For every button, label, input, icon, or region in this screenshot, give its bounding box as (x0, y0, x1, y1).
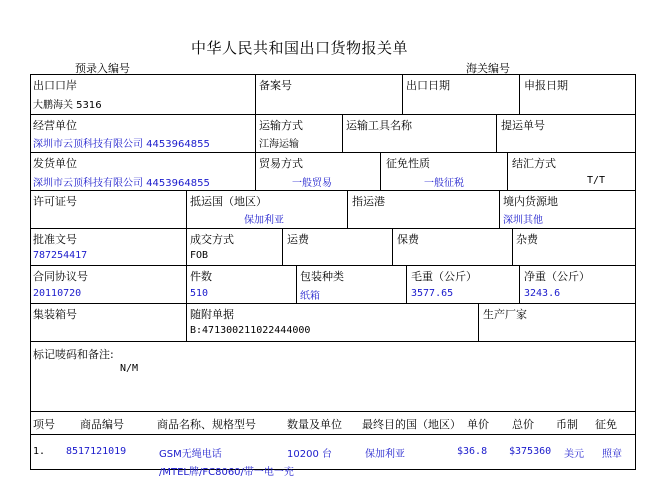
bill-number-label: 提运单号 (501, 119, 545, 132)
goods-header-name-spec: 商品名称、规格型号 (157, 418, 256, 431)
vehicle-name-label: 运输工具名称 (346, 119, 412, 132)
goods-item-currency: 美元 (564, 449, 584, 460)
destination-port-label: 指运港 (352, 195, 385, 208)
operator-label: 经营单位 (33, 119, 77, 132)
trade-mode-value: 一般贸易 (292, 178, 332, 189)
row-divider (30, 190, 636, 191)
goods-item-no: 1. (33, 446, 46, 457)
goods-source-label: 境内货源地 (503, 195, 558, 208)
attached-docs-value: B:471300211022444000 (190, 325, 311, 336)
goods-item-name: GSM无绳电话 (159, 449, 222, 460)
gross-weight-label: 毛重（公斤） (411, 270, 477, 283)
freight-label: 运费 (287, 233, 309, 246)
goods-item-levy: 照章 (602, 449, 622, 460)
goods-item-total: $375360 (509, 446, 552, 457)
operator-value: 深圳市云顶科技有限公司 4453964855 (33, 139, 210, 150)
export-date-label: 出口日期 (406, 79, 450, 92)
package-type-value: 纸箱 (300, 291, 320, 302)
goods-source-value: 深圳其他 (503, 215, 543, 226)
package-type-label: 包装种类 (300, 270, 344, 283)
goods-header-code: 商品编号 (80, 418, 124, 431)
goods-item-country: 保加利亚 (365, 449, 405, 460)
goods-header-total: 总价 (512, 418, 534, 431)
deal-mode-label: 成交方式 (190, 233, 234, 246)
goods-item-unit-price: $36.8 (457, 446, 488, 457)
settlement-value: T/T (587, 175, 606, 186)
destination-country-value: 保加利亚 (244, 215, 284, 226)
contract-number-label: 合同协议号 (33, 270, 88, 283)
manufacturer-label: 生产厂家 (483, 308, 527, 321)
deal-mode-value: FOB (190, 250, 209, 261)
goods-header-levy: 征免 (595, 418, 617, 431)
net-weight-label: 净重（公斤） (524, 270, 590, 283)
destination-country-label: 抵运国（地区） (190, 195, 267, 208)
preentry-number-label: 预录入编号 (75, 62, 130, 75)
customs-number-label: 海关编号 (466, 62, 510, 75)
pieces-value: 510 (190, 288, 209, 299)
row-divider (30, 152, 636, 153)
marks-remarks-value: N/M (120, 363, 139, 374)
trade-mode-label: 贸易方式 (259, 157, 303, 170)
goods-header-quantity: 数量及单位 (287, 418, 342, 431)
goods-header-country: 最终目的国（地区） (362, 418, 461, 431)
shipper-label: 发货单位 (33, 157, 77, 170)
goods-header-item-no: 项号 (33, 418, 55, 431)
filing-number-label: 备案号 (259, 79, 292, 92)
marks-remarks-label: 标记唛码和备注: (33, 348, 114, 361)
row-divider (30, 341, 636, 342)
goods-item-spec: /MTEL牌/FC8060/带一电一充 (159, 467, 294, 478)
row-divider (30, 434, 636, 435)
tax-nature-value: 一般征税 (424, 178, 464, 189)
export-port-label: 出口口岸 (33, 79, 77, 92)
attached-docs-label: 随附单据 (190, 308, 234, 321)
shipper-value: 深圳市云顶科技有限公司 4453964855 (33, 178, 210, 189)
pieces-label: 件数 (190, 270, 212, 283)
tax-nature-label: 征免性质 (386, 157, 430, 170)
document-title: 中华人民共和国出口货物报关单 (191, 39, 409, 57)
transport-mode-label: 运输方式 (259, 119, 303, 132)
goods-item-code: 8517121019 (66, 446, 127, 457)
gross-weight-value: 3577.65 (411, 288, 454, 299)
goods-header-unit-price: 单价 (467, 418, 489, 431)
approval-number-label: 批准文号 (33, 233, 77, 246)
declare-date-label: 申报日期 (524, 79, 568, 92)
goods-header-currency: 币制 (556, 418, 578, 431)
row-divider (30, 265, 636, 266)
row-divider (30, 303, 636, 304)
contract-number-value: 20110720 (33, 288, 82, 299)
insurance-label: 保费 (397, 233, 419, 246)
row-divider (30, 114, 636, 115)
approval-number-value: 787254417 (33, 250, 88, 261)
license-number-label: 许可证号 (33, 195, 77, 208)
container-number-label: 集装箱号 (33, 308, 77, 321)
net-weight-value: 3243.6 (524, 288, 561, 299)
row-divider (30, 228, 636, 229)
misc-fee-label: 杂费 (516, 233, 538, 246)
transport-mode-value: 江海运输 (259, 139, 299, 150)
settlement-label: 结汇方式 (512, 157, 556, 170)
goods-item-quantity: 10200 台 (287, 449, 332, 460)
export-port-value: 大鹏海关 5316 (33, 100, 102, 111)
row-divider (30, 411, 636, 412)
